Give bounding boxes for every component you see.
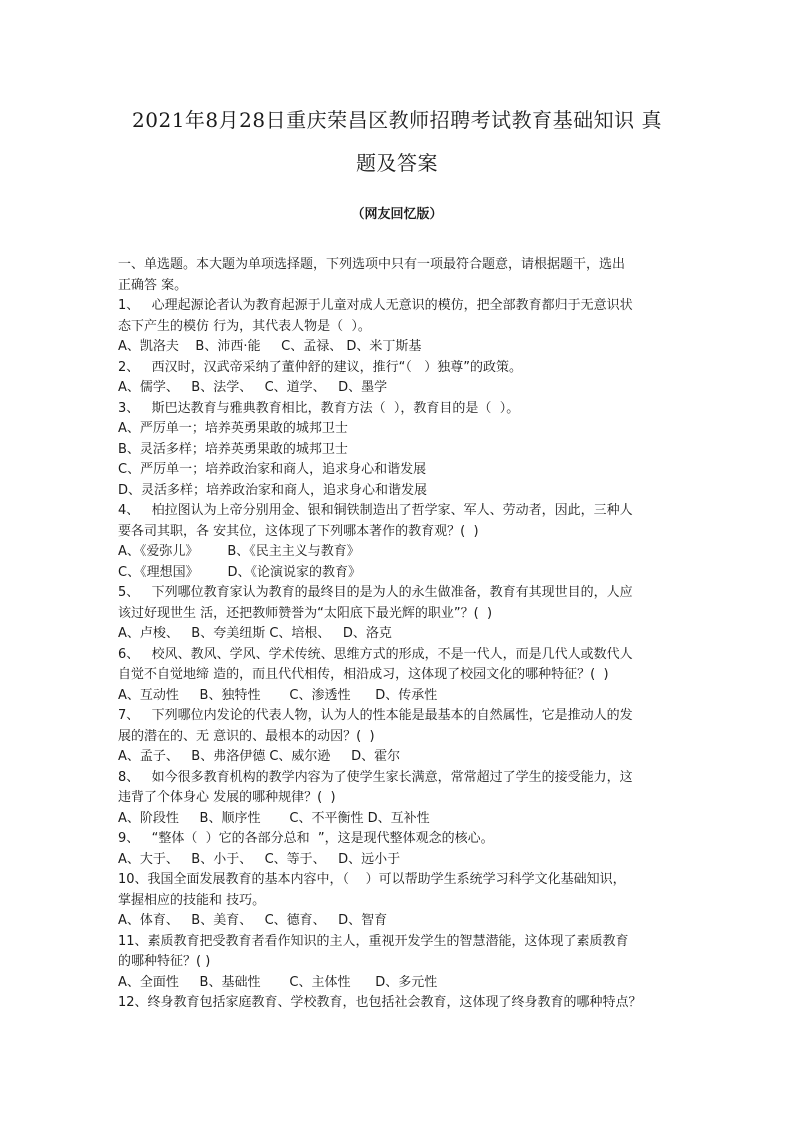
- text-line: A、《爱弥儿》 B、《民主主义与教育》: [118, 544, 360, 559]
- text-line: 掌握相应的技能和 技巧。: [118, 892, 266, 908]
- text-line: C、严厉单一；培养政治家和商人，追求身心和谐发展: [118, 462, 427, 477]
- text-line: A、互动性 B、独特性 C、渗透性 D、传承性: [118, 687, 438, 703]
- text-line: 态下产生的模仿 行为，其代表人物是（ ）。: [118, 318, 371, 334]
- text-line: 自觉不自觉地缔 造的，而且代代相传，相沿成习，这体现了校园文化的哪种特征？( ): [118, 667, 609, 682]
- text-line: 正确答 案。: [118, 277, 188, 293]
- text-line: A、凯洛夫 B、沛西·能 C、孟禄、 D、米丁斯基: [118, 339, 422, 354]
- text-line: 2、 西汉时，汉武帝采纳了董仲舒的建议，推行“（ ）独尊”的政策。: [118, 359, 523, 375]
- text-line: 10、我国全面发展教育的基本内容中，（ ）可以帮助学生系统学习科学文化基础知识，: [118, 872, 626, 887]
- text-line: A、体育、 B、美育、 C、德育、 D、智育: [118, 913, 388, 928]
- document-body: [118, 255, 680, 1014]
- text-line: A、孟子、 B、弗洛伊德 C、威尔逊 D、霍尔: [118, 749, 401, 764]
- text-line: 5、 下列哪位教育家认为教育的最终目的是为人的永生做准备，教育有其现世目的，人应: [118, 585, 633, 600]
- text-line: A、严厉单一；培养英勇果敢的城邦卫士: [118, 421, 348, 436]
- document-title-line-1: 2021年8月28日重庆荣昌区教师招聘考试教育基础知识 真: [132, 108, 662, 132]
- text-line: C、《理想国》 D、《论演说家的教育》: [118, 564, 362, 580]
- text-line: 3、 斯巴达教育与雅典教育相比，教育方法（ ），教育目的是（ ）。: [118, 400, 520, 416]
- document-title-line-2: 题及答案: [356, 151, 438, 175]
- text-line: B、灵活多样；培养英勇果敢的城邦卫士: [118, 441, 348, 457]
- text-line: 7、 下列哪位内发论的代表人物，认为人的性本能是最基本的自然属性，它是推动人的发: [118, 708, 633, 723]
- text-line: 要各司其职，各 安其位，这体现了下列哪本著作的教育观？( ): [118, 523, 479, 539]
- text-line: 该过好现世生 活，还把教师赞誉为“太阳底下最光辉的职业”？( ): [118, 605, 493, 621]
- text-line: 9、 “整体（ ）它的各部分总和 ”，这是现代整体观念的核心。: [118, 831, 494, 846]
- text-line: 一、单选题。本大题为单项选择题，下列选项中只有一项最符合题意，请根据题干，选出: [118, 257, 626, 272]
- text-line: 4、 柏拉图认为上帝分别用金、银和铜铁制造出了哲学家、军人、劳动者，因此，三种人: [118, 503, 633, 518]
- text-line: 1、 心理起源论者认为教育起源于儿童对成人无意识的模仿，把全部教育都归于无意识状: [118, 298, 633, 313]
- text-line: 的哪种特征？( ): [118, 954, 211, 969]
- text-line: A、卢梭、 B、夸美纽斯 C、培根、 D、洛克: [118, 626, 392, 641]
- text-line: 违背了个体身心 发展的哪种规律？( ): [118, 790, 336, 805]
- text-line: D、灵活多样；培养政治家和商人，追求身心和谐发展: [118, 482, 428, 498]
- text-line: 12、终身教育包括家庭教育、学校教育，也包括社会教育，这体现了终身教育的哪种特点？: [118, 995, 642, 1010]
- text-line: 展的潜在的、无 意识的、最根本的动因？( ): [118, 728, 375, 744]
- text-line: A、阶段性 B、顺序性 C、不平衡性 D、互补性: [118, 810, 430, 826]
- document-subtitle: （网友回忆版）: [351, 207, 443, 222]
- text-line: A、大于、 B、小于、 C、等于、 D、远小于: [118, 851, 401, 867]
- text-line: A、儒学、 B、法学、 C、道学、 D、墨学: [118, 380, 388, 395]
- text-line: 8、 如今很多教育机构的教学内容为了使学生家长满意，常常超过了学生的接受能力，这: [118, 769, 633, 785]
- text-line: 11、素质教育把受教育者看作知识的主人，重视开发学生的智慧潜能，这体现了素质教育: [118, 933, 629, 949]
- text-line: A、全面性 B、基础性 C、主体性 D、多元性: [118, 974, 438, 990]
- text-line: 6、 校风、教风、学风、学术传统、思维方式的形成，不是一代人，而是几代人或数代人: [118, 646, 633, 662]
